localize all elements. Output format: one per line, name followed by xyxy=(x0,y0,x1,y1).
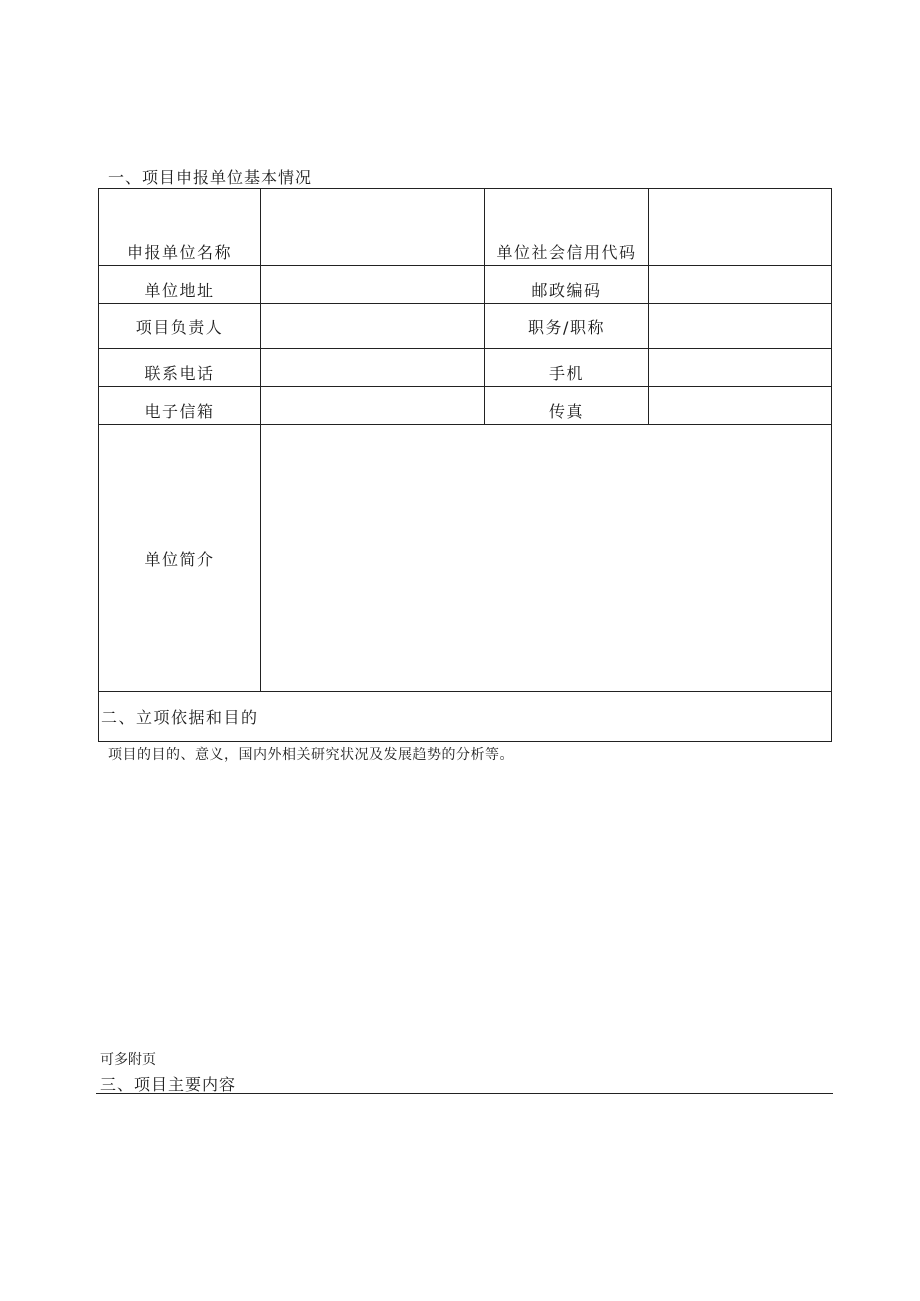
email-label: 电子信箱 xyxy=(99,387,261,425)
mobile-field[interactable] xyxy=(649,349,832,387)
credit-code-label: 单位社会信用代码 xyxy=(485,189,649,266)
section-1-title: 一、项目申报单位基本情况 xyxy=(108,168,313,187)
table-row xyxy=(99,304,832,349)
fax-field[interactable] xyxy=(649,387,832,425)
credit-code-field[interactable] xyxy=(649,189,832,266)
unit-name-field[interactable] xyxy=(261,189,485,266)
address-field[interactable] xyxy=(261,266,485,304)
address-label: 单位地址 xyxy=(99,266,261,304)
unit-name-label: 申报单位名称 xyxy=(99,189,261,266)
table-row xyxy=(99,189,832,266)
postcode-field[interactable] xyxy=(649,266,832,304)
table-row xyxy=(99,692,832,742)
table-row xyxy=(99,425,832,692)
intro-field[interactable] xyxy=(261,425,832,692)
title-label: 职务/职称 xyxy=(485,304,649,349)
mobile-label: 手机 xyxy=(485,349,649,387)
leader-label: 项目负责人 xyxy=(99,304,261,349)
table-row xyxy=(99,349,832,387)
email-field[interactable] xyxy=(261,387,485,425)
section-2-note: 项目的目的、意义，国内外相关研究状况及发展趋势的分析等。 xyxy=(108,747,514,763)
basic-info-table xyxy=(98,188,832,742)
title-field[interactable] xyxy=(649,304,832,349)
table-row xyxy=(99,266,832,304)
phone-label: 联系电话 xyxy=(99,349,261,387)
leader-field[interactable] xyxy=(261,304,485,349)
postcode-label: 邮政编码 xyxy=(485,266,649,304)
fax-label: 传真 xyxy=(485,387,649,425)
intro-label: 单位简介 xyxy=(99,425,261,692)
section-3-title: 三、项目主要内容 xyxy=(100,1075,237,1094)
table-row xyxy=(99,387,832,425)
section-2-title: 二、立项依据和目的 xyxy=(99,692,832,742)
more-pages-note: 可多附页 xyxy=(100,1052,156,1068)
phone-field[interactable] xyxy=(261,349,485,387)
section-3-divider xyxy=(96,1093,833,1094)
